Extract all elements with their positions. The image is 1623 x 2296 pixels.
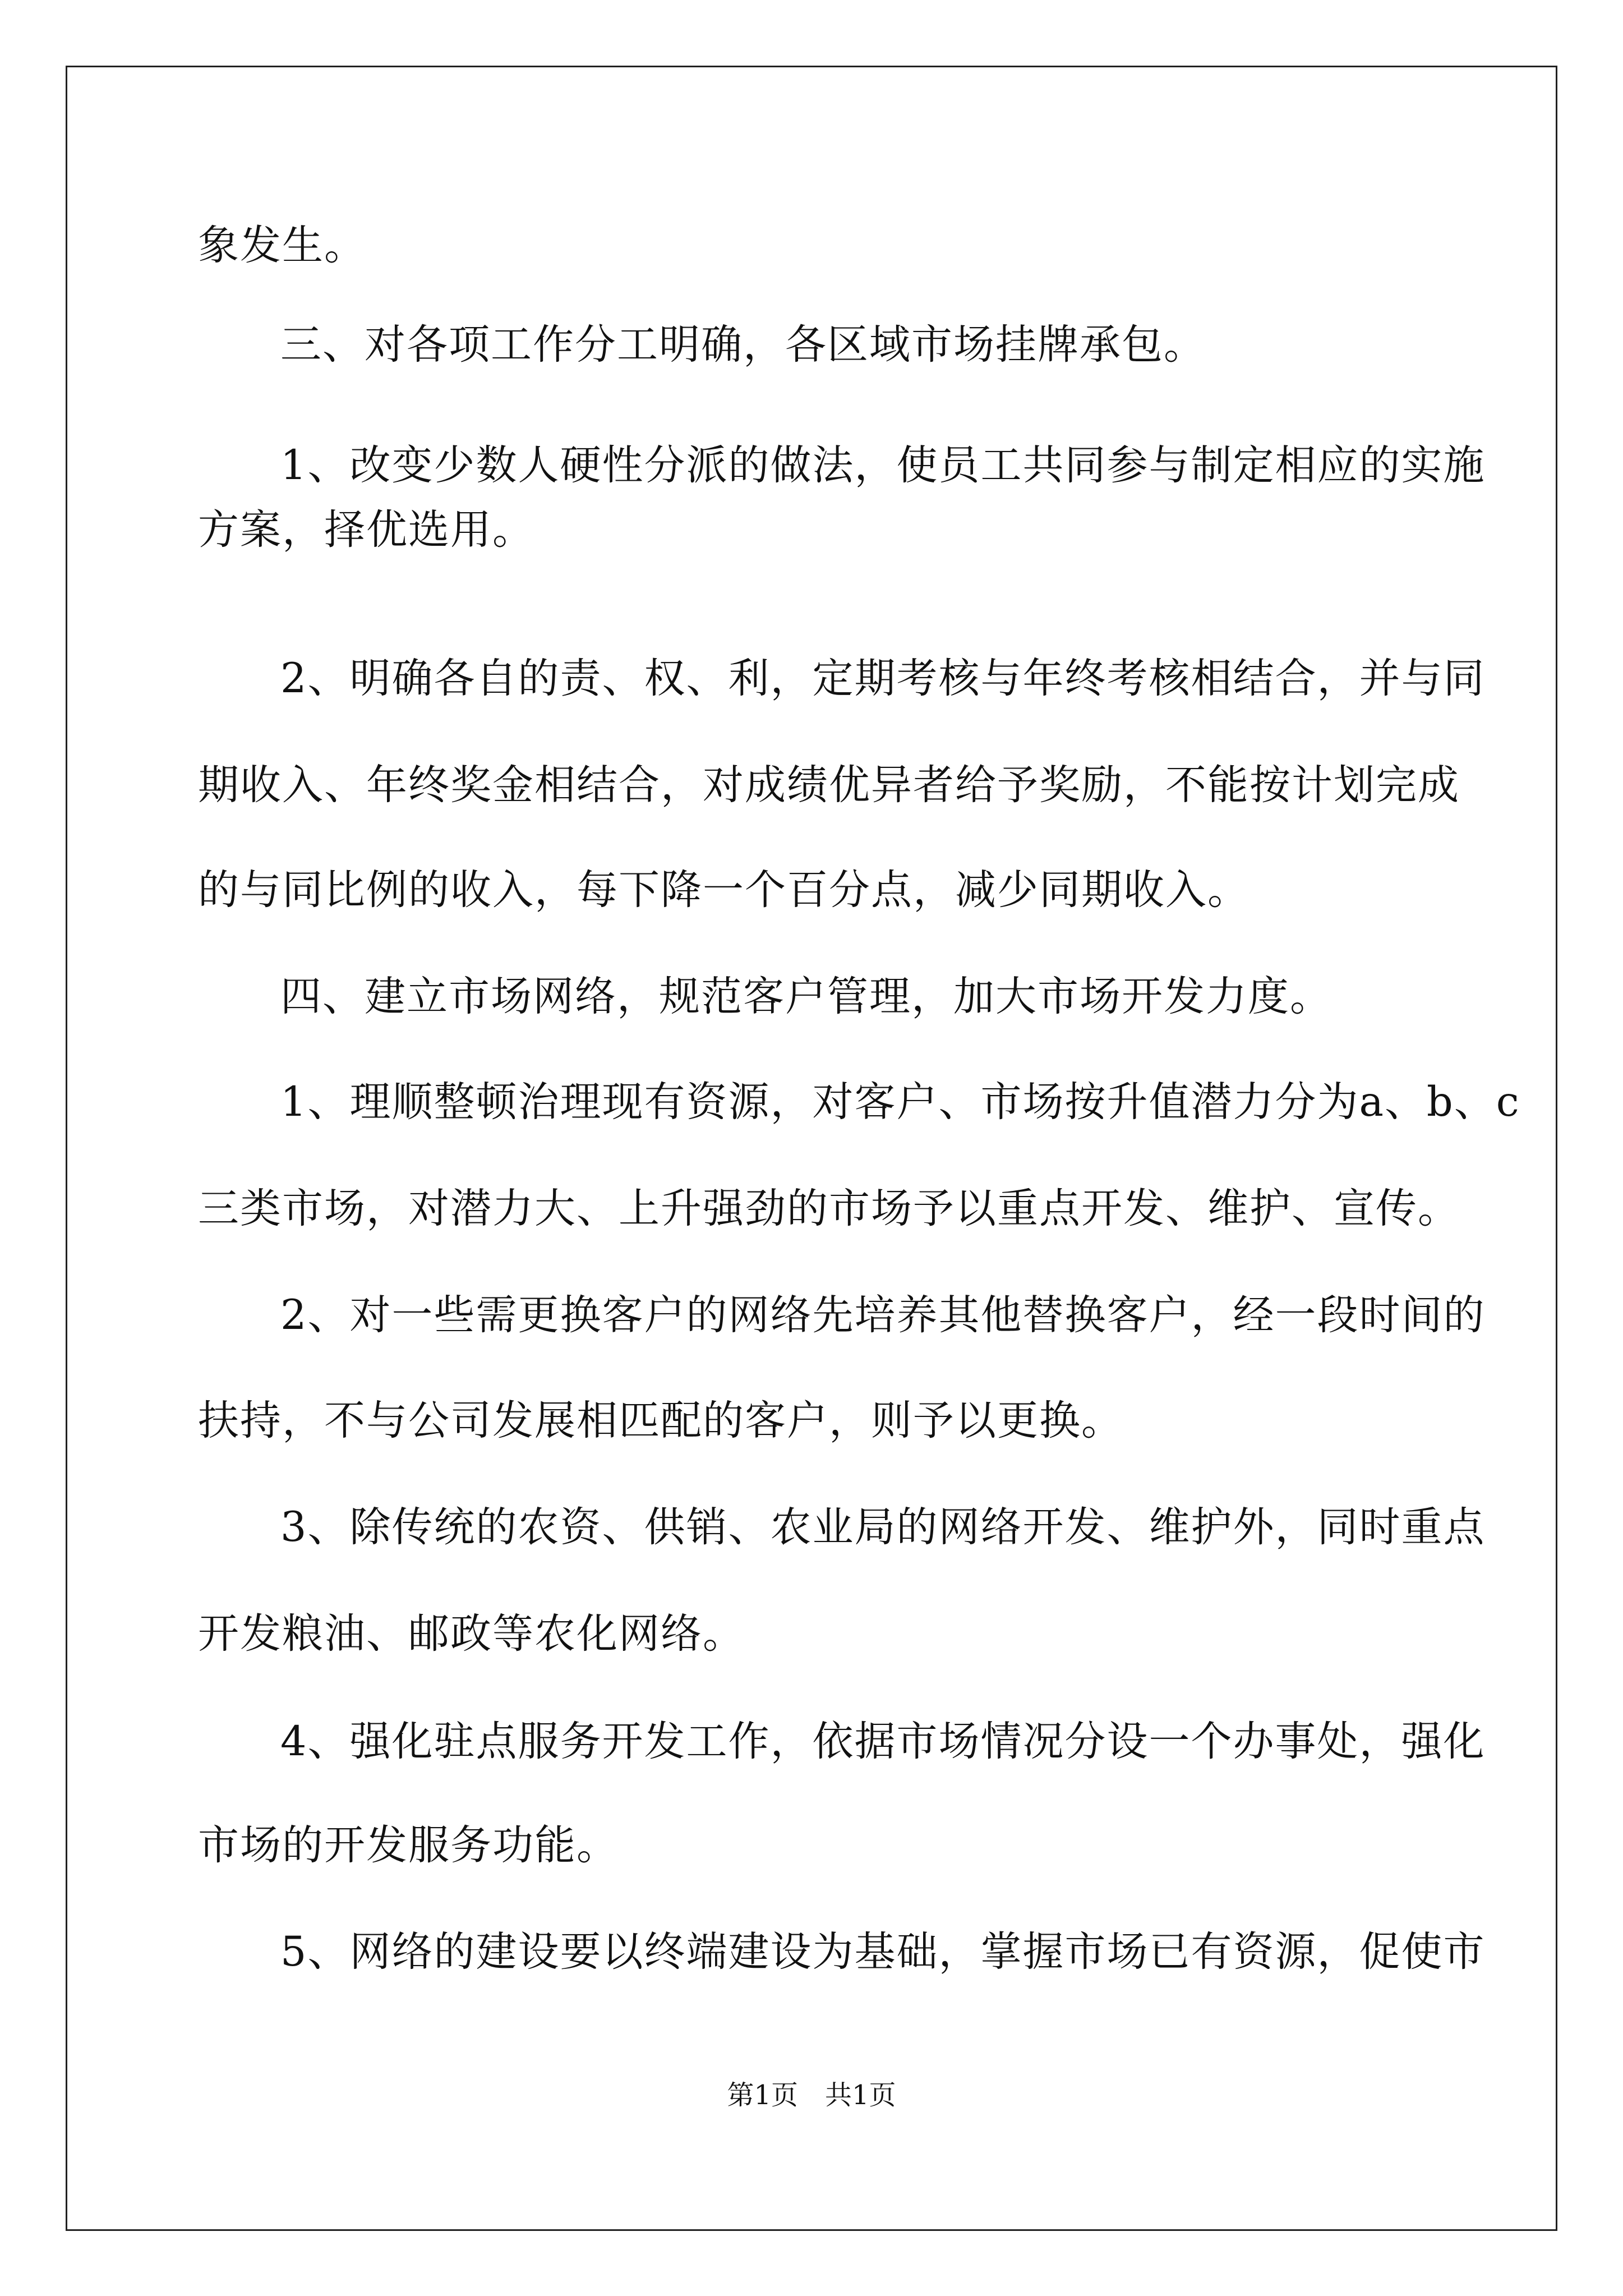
text-line-1: 象发生。 [198, 222, 366, 269]
text-line-16: 市场的开发服务功能。 [198, 1821, 619, 1869]
text-line-7: 的与同比例的收入，每下降一个百分点，减少同期收入。 [198, 866, 1249, 914]
text-line-12: 扶持，不与公司发展相匹配的客户，则予以更换。 [198, 1397, 1123, 1444]
text-line-11: 2、对一些需更换客户的网络先培养其他替换客户，经一段时间的 [280, 1291, 1486, 1339]
text-line-14: 开发粮油、邮政等农化网络。 [198, 1610, 745, 1658]
text-line-3: 1、改变少数人硬性分派的做法，使员工共同参与制定相应的实施 [280, 441, 1486, 489]
text-line-9: 1、理顺整顿治理现有资源，对客户、市场按升值潜力分为a、b、c [280, 1078, 1520, 1126]
text-line-13: 3、除传统的农资、供销、农业局的网络开发、维护外，同时重点 [280, 1503, 1486, 1551]
text-line-15: 4、强化驻点服务开发工作，依据市场情况分设一个办事处，强化 [280, 1718, 1486, 1765]
text-line-17: 5、网络的建设要以终端建设为基础，掌握市场已有资源，促使市 [280, 1928, 1486, 1976]
page-number-footer: 第1页 共1页 [727, 2079, 896, 2111]
page-border [66, 66, 1557, 2231]
section-heading-3: 三、对各项工作分工明确，各区域市场挂牌承包。 [280, 321, 1206, 369]
text-line-5: 2、明确各自的责、权、利，定期考核与年终考核相结合，并与同 [280, 655, 1486, 702]
text-line-4: 方案，择优选用。 [198, 506, 534, 554]
text-line-6: 期收入、年终奖金相结合，对成绩优异者给予奖励，不能按计划完成 [198, 761, 1460, 809]
text-line-10: 三类市场，对潜力大、上升强劲的市场予以重点开发、维护、宣传。 [198, 1185, 1460, 1232]
section-heading-4: 四、建立市场网络，规范客户管理，加大市场开发力度。 [280, 973, 1332, 1020]
